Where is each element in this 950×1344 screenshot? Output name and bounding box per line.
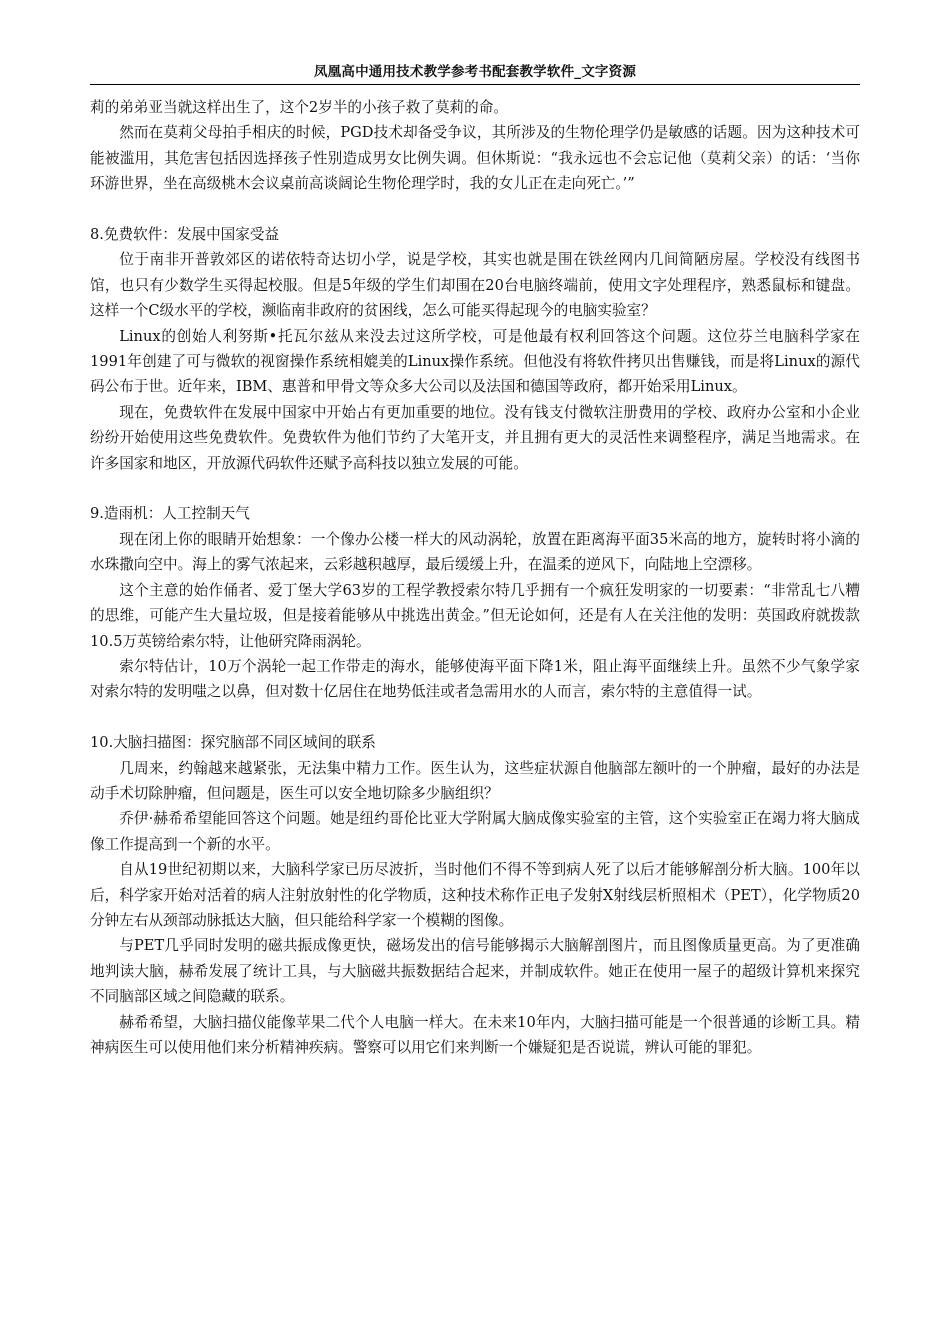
paragraph: 位于南非开普敦郊区的诺依特奇达切小学，说是学校，其实也就是围在铁丝网内几间简陋房屋。学校没有线图书馆，也只有少数学生买得起校服。但是5年级的学生们却围在20台电脑终端前，使用文字处理程序，熟悉鼠标和键盘。这样一个C级水平的学校，濒临南非政府的贫困线，怎么可能买得起现今的电脑实验室？	[90, 251, 860, 320]
section-title: 9.造雨机：人工控制天气	[90, 505, 250, 523]
section-brain-scan	[90, 730, 860, 1060]
paragraph: 几周来，约翰越来越紧张，无法集中精力工作。医生认为，这些症状源自他脑部左额叶的一个肿瘤，最好的办法是动手术切除肿瘤，但问题是，医生可以安全地切除多少脑组织？	[90, 759, 860, 802]
paragraph: 赫希希望，大脑扫描仪能像苹果二代个人电脑一样大。在未来10年内，大脑扫描可能是一个很普通的诊断工具。精神病医生可以使用他们来分析精神疾病。警察可以用它们来判断一个嫌疑犯是否说谎，辨认可能的罪犯。	[90, 1013, 860, 1056]
section-title: 8.免费软件：发展中国家受益	[90, 226, 280, 244]
header-divider	[90, 84, 860, 85]
document-body	[90, 95, 860, 1060]
section-free-software	[90, 222, 860, 476]
section-title: 10.大脑扫描图：探究脑部不同区域间的联系	[90, 734, 376, 752]
paragraph: 现在闭上你的眼睛开始想象：一个像办公楼一样大的风动涡轮，放置在距离海平面35米高的地方，旋转时将小滴的水珠撒向空中。海上的雾气浓起来，云彩越积越厚，最后缓缓上升，在温柔的逆风下，向陆地上空漂移。	[90, 530, 860, 574]
section-rain-machine	[90, 501, 860, 704]
paragraph: 乔伊·赫希希望能回答这个问题。她是纽约哥伦比亚大学附属大脑成像实验室的主管，这个实验室正在竭力将大脑成像工作提高到一个新的水平。	[90, 810, 860, 853]
paragraph: 然而在莫莉父母拍手相庆的时候，PGD技术却备受争议，其所涉及的生物伦理学仍是敏感的话题。因为这种技术可能被滥用，其危害包括因选择孩子性别造成男女比例失调。但休斯说：“我永远也不会忘记他（莫莉父亲）的话：‘当你环游世界，坐在高级桃木会议桌前高谈阔论生物伦理学时，我的女儿正在走向死亡。’”	[90, 124, 860, 193]
paragraph: Linux的创始人利努斯•托瓦尔兹从来没去过这所学校，可是他最有权利回答这个问题。这位芬兰电脑科学家在1991年创建了可与微软的视窗操作系统相媲美的Linux操作系统。但他没有将软件拷贝出售赚钱，而是将Linux的源代码公布于世。近年来，IBM、惠普和甲骨文等众多大公司以及法国和德国等政府，都开始采用Linux。	[90, 327, 860, 396]
paragraph: 自从19世纪初期以来，大脑科学家已历尽波折，当时他们不得不等到病人死了以后才能够解剖分析大脑。100年以后，科学家开始对活着的病人注射放射性的化学物质，这种技术称作正电子发射X射线层析照相术（PET），化学物质20分钟左右从颈部动脉抵达大脑，但只能给科学家一个模糊的图像。	[90, 861, 860, 929]
paragraph: 现在，免费软件在发展中国家中开始占有更加重要的地位。没有钱支付微软注册费用的学校、政府办公室和小企业纷纷开始使用这些免费软件。免费软件为他们节约了大笔开支，并且拥有更大的灵活性来调整程序，满足当地需求。在许多国家和地区，开放源代码软件还赋予高科技以独立发展的可能。	[90, 403, 860, 472]
paragraph: 索尔特估计，10万个涡轮一起工作带走的海水，能够使海平面下降1米，阻止海平面继续上升。虽然不少气象学家对索尔特的发明嗤之以鼻，但对数十亿居住在地势低洼或者急需用水的人而言，索尔特的主意值得一试。	[90, 657, 860, 701]
paragraph: 这个主意的始作俑者、爱丁堡大学63岁的工程学教授索尔特几乎拥有一个疯狂发明家的一切要素：“非常乱七八糟的思维，可能产生大量垃圾，但是接着能够从中挑选出黄金。”但无论如何，还是有人在关注他的发明：英国政府就拨款10.5万英镑给索尔特，让他研究降雨涡轮。	[90, 581, 860, 650]
paragraph: 与PET几乎同时发明的磁共振成像更快，磁场发出的信号能够揭示大脑解剖图片，而且图像质量更高。为了更准确地判读大脑，赫希发展了统计工具，与大脑磁共振数据结合起来，并制成软件。她正在使用一屋子的超级计算机来探究不同脑部区域之间隐藏的联系。	[90, 937, 860, 1006]
page-header: 凤凰高中通用技术教学参考书配套教学软件_文字资源	[313, 64, 637, 80]
paragraph: 莉的弟弟亚当就这样出生了，这个2岁半的小孩子救了莫莉的命。	[90, 99, 508, 116]
